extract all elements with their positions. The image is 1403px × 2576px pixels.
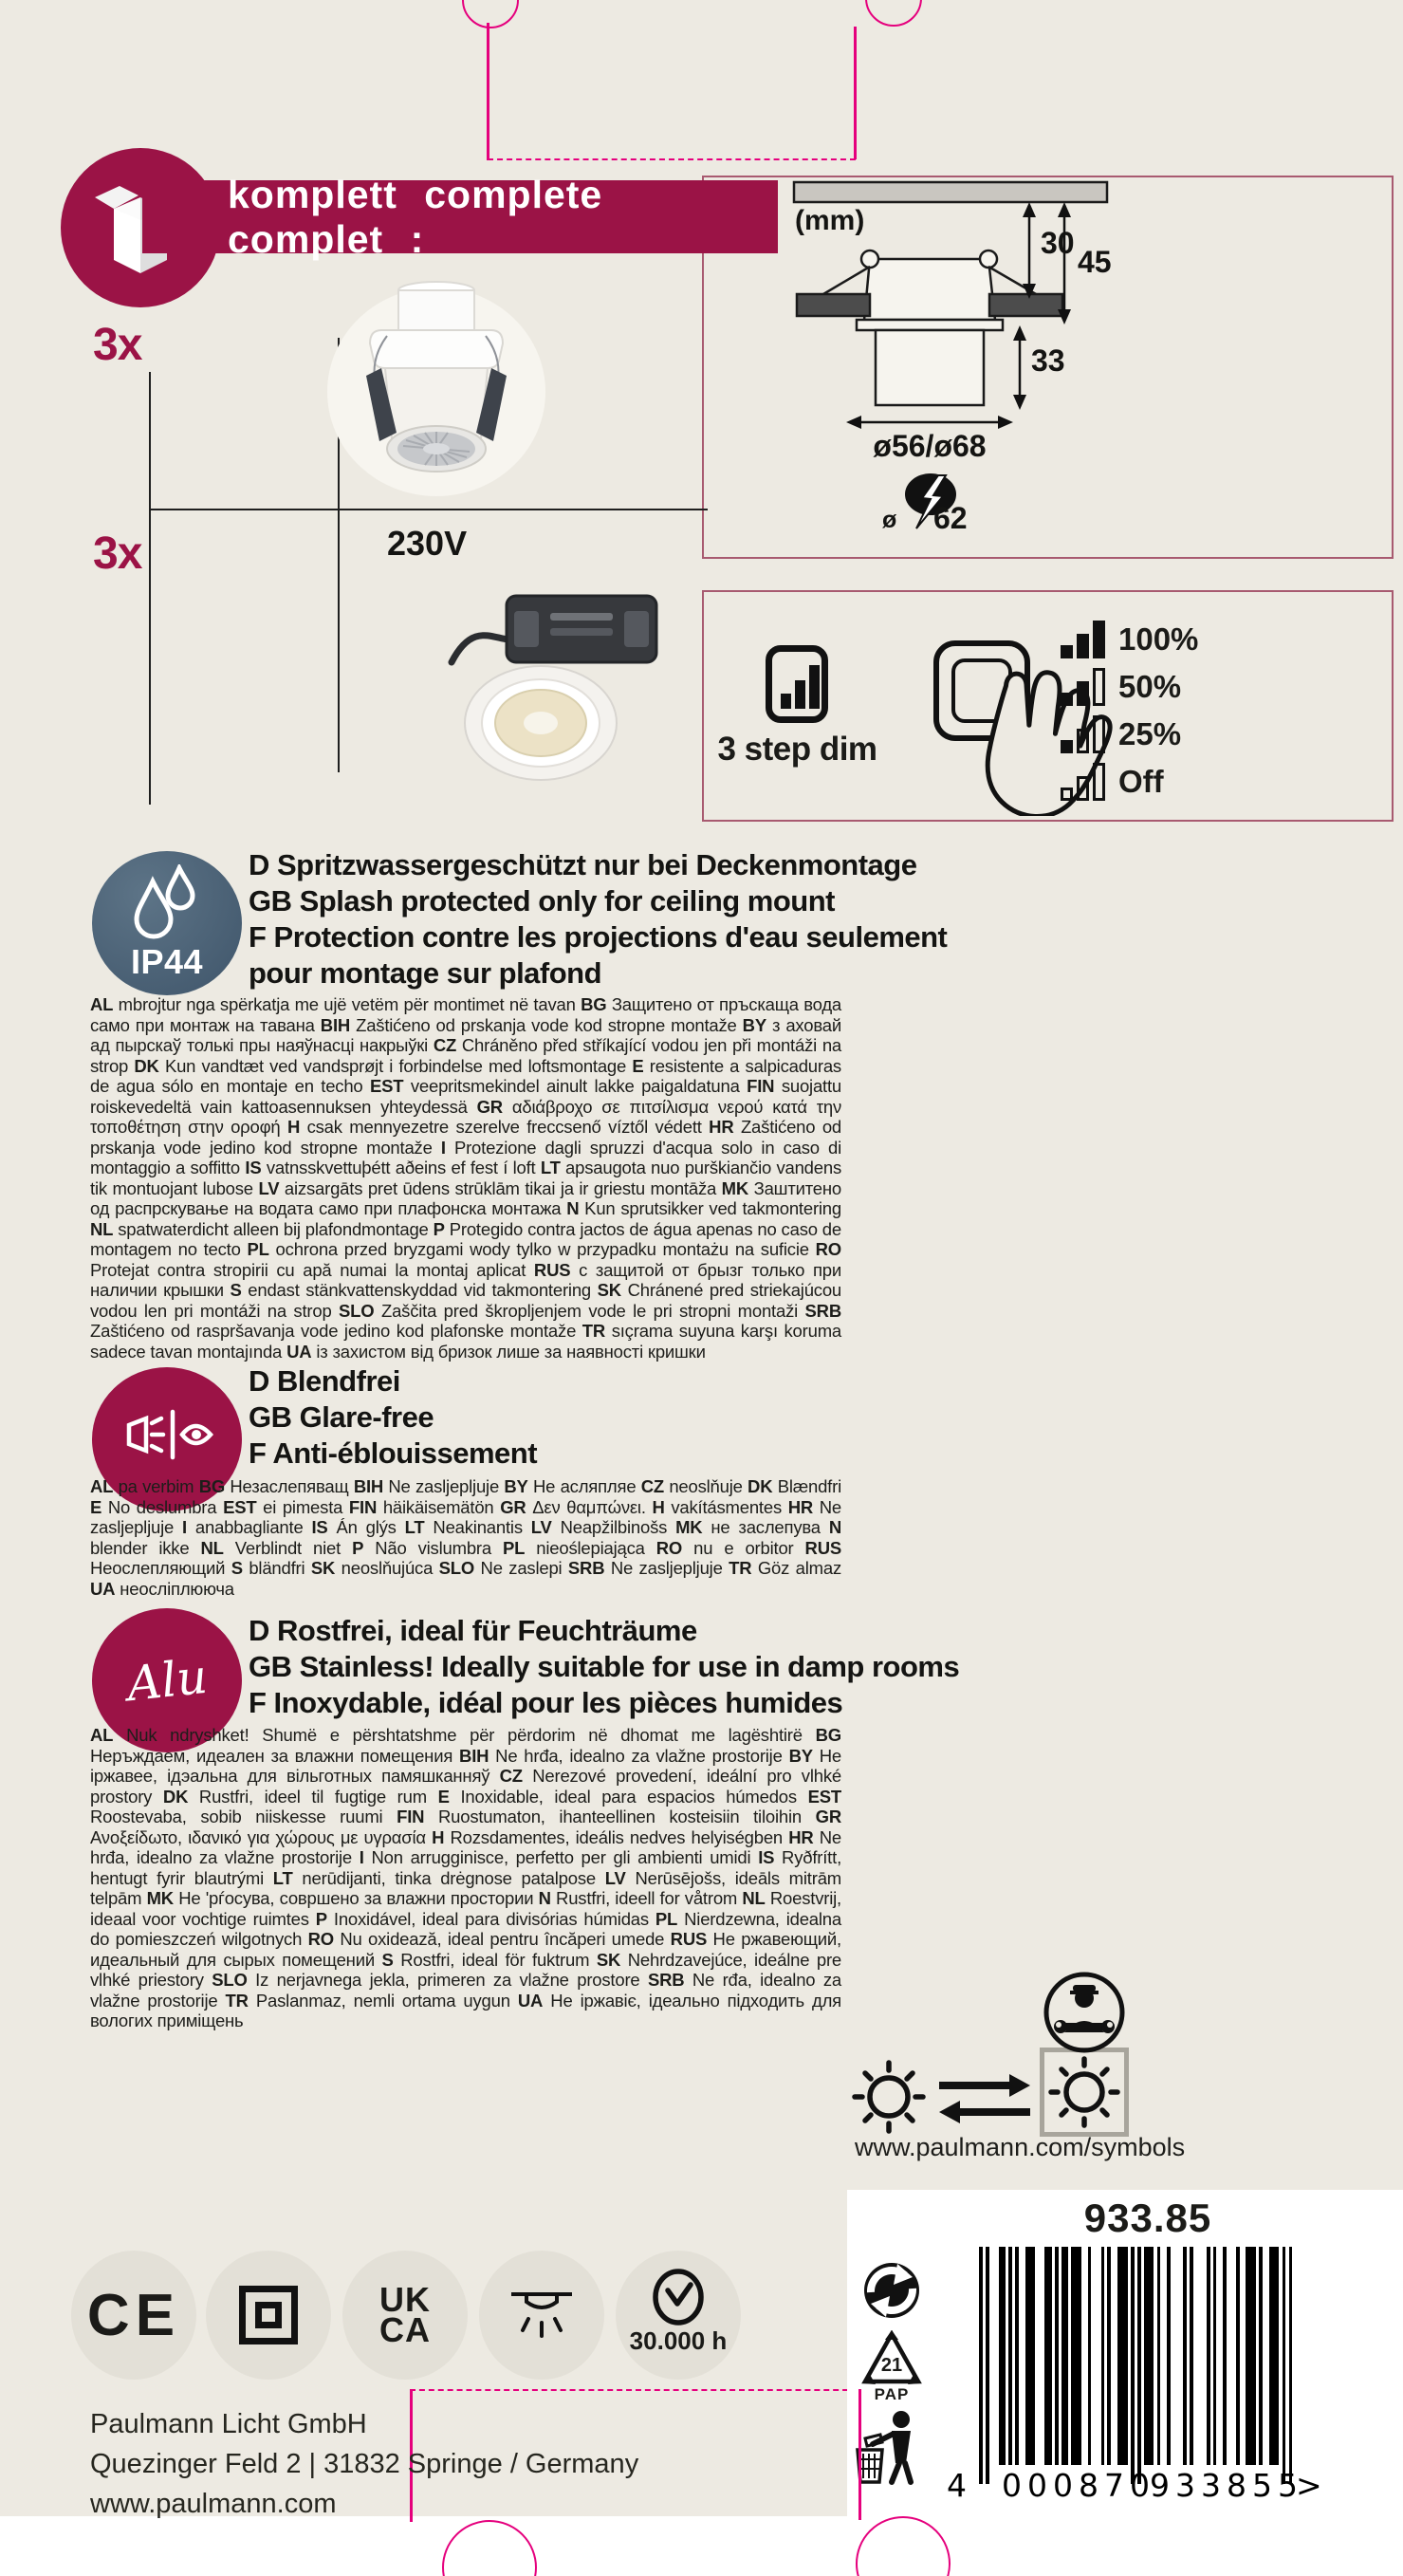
voltage-label: 230V [387, 524, 468, 563]
grid-line-horizontal [150, 509, 708, 510]
ukca-mark [342, 2251, 468, 2380]
dim-level-row: 25% [1061, 713, 1181, 753]
replaceable-lamp-box [1040, 2048, 1129, 2137]
lifetime-icon [616, 2251, 741, 2380]
cutline-vertical-top-left [487, 23, 489, 160]
ip44-badge-label: IP44 [130, 942, 204, 981]
barcode-digit-lead: 4 [947, 2467, 972, 2504]
alu-badge-label: Alu [124, 1648, 210, 1713]
hole-diameter-label: 62 [933, 501, 968, 535]
barcode-chevron: > [1296, 2467, 1328, 2504]
stainless-heading: D Rostfrei, ideal für Feuchträume GB Stainless! Ideally suitable for use in damp rooms F Inoxydable, idéal pour les pièces humides [249, 1614, 960, 1719]
led-module-photo [461, 664, 620, 786]
barcode-digits-group1: 000870 [1002, 2467, 1155, 2504]
address-line-2: Quezinger Feld 2 | 31832 Springe / Germany [90, 2449, 639, 2479]
barcode-digits-group2: 933855 [1150, 2467, 1303, 2504]
cutline-circle-bottom-left [442, 2520, 537, 2576]
address-line-1: Paulmann Licht GmbH [90, 2409, 367, 2439]
step-dim-label: 3 step dim [717, 731, 877, 768]
driver-quantity: 3x [93, 528, 142, 579]
item-number: 933.85 [1083, 2196, 1212, 2240]
ce-mark-label: CE [86, 2282, 181, 2348]
ukca-line-2: CA [379, 2310, 431, 2349]
ip44-languages-paragraph: AL mbrojtur nga spërkatja me ujë vetëm për montimet në tavan BG Защитено от пръскаща вода само при монтаж на тавана BIH Zaštićeno od prskanja vode kod stropne montaže BY з аховай ад пырскаў толькі пры наяўнасці накрыўкі CZ Chráněno před stříkající vodou jen při montáži na strop DK Kun vandtæt ved vandsprøjt i forbindelse med loftsmontage E resistente a salpicaduras de agua sólo en montaje en techo EST veepritsmekindel ainult lakke paigaldatuna FIN suojattu roiskevedeltä vain kattoasennuksen yhteydessä GR αδιάβροχο σε πιτσίλισμα νερού κατά την τοποθέτηση στην οροφή H csak mennyezetre szerelve freccsenő víztől védett HR Zaštićeno od prskanja vode jedino kod stropne montaže I Protezione dagli spruzzi d'acqua solo in caso di montaggio a soffitto IS vatnsskvettuþétt aðeins ef fest í loft LT apsaugota nuo purškiančio vandens tik montuojant lubose LV aizsargāts pret ūdens strūklām tikai ja ir griestu montāža MK Заштитено од распрскување на водата само при плафонска монтажа N Kun sprutsikker ved takmontering NL spatwaterdicht alleen bij plafondmontage P Protegido contra jactos de água apenas no caso de montagem no tecto PL ochrona przed bryzgami wody tylko w przypadku montażu na suficie RO Protejat contra stropirii cu apă numai la montaj aplicat RUS с защитой от брызг только при наличии крышки S endast stänkvattenskyddad vid takmontering SK Chránené pred striekajúcou vodou len pri montáži na strop SLO Zaščita pred škropljenjem vode le pri stropni montaži SRB Zaštićeno od raspršavanja vode jedino kod plafonske montaže TR sıçrama suyuna karşı koruma sadece tavan montajında UA із захистом від бризок лише за наявності кришки [90, 994, 842, 1362]
ip44-heading: D Spritzwassergeschützt nur bei Deckenmontage GB Splash protected only for ceiling mount F Protection contre les projections d'eau seulement pour montage sur plafond [249, 848, 948, 990]
recessed-spot-photo [323, 273, 550, 506]
water-drops-icon [120, 864, 212, 940]
cutout-diameter-label: ø56/ø68 [873, 429, 987, 463]
exchange-arrows-icon [937, 2070, 1032, 2127]
grid-line-left [149, 372, 151, 805]
step-dim-icon [766, 645, 828, 723]
dim-level-row: 100% [1061, 619, 1198, 658]
cutline-dashed-top [488, 158, 856, 160]
header-title: komplett complete complet : [228, 172, 603, 261]
address-line-3: www.paulmann.com [90, 2489, 337, 2519]
stainless-languages-paragraph: AL Nuk ndryshket! Shumë e përshtatshme për përdorim në dhomat me lagështirë BG Неръждаем, идеален за влажни помещения BIH Ne hrđa, idealno za vlažne prostorije BY Не іржавее, ідэальна для вільготных памяшканняў CZ Nerezové provedení, ideální pro vlhké prostory DK Rustfri, ideel til fugtige rum E Inoxidable, ideal para espacios húmedos EST Roostevaba, sobib niiskesse ruumi FIN Ruostumaton, ihanteellinen kosteisiin tiloihin GR Ανοξείδωτο, ιδανικό για χώρους με υγρασία H Rozsdamentes, ideális nedves helyiségben HR Ne hrđa, idealno za vlažne prostorije I Non arrugginisce, perfetto per gli ambienti umidi IS Ryðfrítt, hentugt fyrir blautrými LT nerūdijanti, tinka drėgnose patalpose LV Nerūsējošs, ideāls mitrām telpām MK Не 'рѓосува, совршено за влажни простории N Rustfri, ideell for våtrom NL Roestvrij, ideaal voor vochtige ruimtes P Inoxidável, ideal para divisórias húmidas PL Nierdzewna, idealna do pomieszczeń wilgotnych RO Nu oxidează, ideal pentru încăperi umede RUS Не ржавеющий, идеальный для сырых помещений S Rostfri, ideal för fuktrum SK Nehrdzavejúce, ideálne pre vlhké priestory SLO Iz nerjavnega jekla, primeren za vlažne prostore SRB Ne rđa, idealno za vlažne prostorije TR Paslanmaz, nemli ortama uygun UA Не іржавіє, ідеально підходить для вологих приміщень [90, 1725, 842, 2030]
dimension-30-label: 30 [1041, 226, 1075, 260]
class-ii-icon [206, 2251, 331, 2380]
header-bar [142, 172, 778, 261]
dimension-33-label: 33 [1031, 343, 1065, 378]
lamp-icon [849, 2057, 929, 2137]
cutline-dashed-bottom [410, 2389, 858, 2391]
lamp-in-box-icon [1044, 2052, 1124, 2132]
symbols-url: www.paulmann.com/symbols [855, 2133, 1186, 2161]
green-dot-recycling-icon [863, 2262, 920, 2319]
dimension-unit-label: (mm) [795, 205, 865, 236]
ip44-badge [92, 851, 242, 995]
pap-label: PAP [874, 2385, 910, 2403]
dimension-45-label: 45 [1078, 245, 1112, 279]
driver-photo [444, 575, 667, 677]
glare-free-heading: D Blendfrei GB Glare-free F Anti-éblouissement [249, 1364, 538, 1470]
ean-barcode [979, 2247, 1292, 2486]
tidyman-disposal-icon [852, 2410, 922, 2486]
electrician-icon [1042, 1970, 1127, 2055]
cutline-vertical-bottom-right [858, 2389, 861, 2520]
cutline-vertical-top-right [854, 27, 857, 159]
fixture-quantity: 3x [93, 320, 142, 370]
ce-mark [71, 2251, 196, 2380]
pap-recycling-icon [861, 2330, 922, 2402]
lifetime-label: 30.000 h [629, 2326, 728, 2355]
ceiling-light-icon [479, 2251, 604, 2380]
ukca-line-1: UK [379, 2280, 431, 2319]
dim-level-row: 50% [1061, 666, 1181, 706]
pap-code: 21 [880, 2355, 903, 2376]
glare-free-languages-paragraph: AL pa verbim BG Незаслепяващ BIH Ne zasljepljuje BY Не асляпляе CZ neoslňuje DK Blændfri E No deslumbra EST ei pimesta FIN häikäisemätön GR Δεν θαμπώνει. H vakításmentes HR Ne zasljepljuje I anabbagliante IS Án glýs LT Neakinantis LV Neapžilbinošs MK не заслепува N blender ikke NL Verblindt niet P Não vislumbra PL nieoślepiająca RO nu e orbitor RUS Неослепляющий S bländfri SK neoslňujúca SLO Ne zaslepi SRB Ne zasljepljuje TR Göz almaz UA неосліплююча [90, 1476, 841, 1599]
hole-diameter-symbol: ø [882, 507, 897, 533]
dim-level-row: Off [1061, 761, 1164, 801]
manufacturer-address [90, 2404, 638, 2524]
